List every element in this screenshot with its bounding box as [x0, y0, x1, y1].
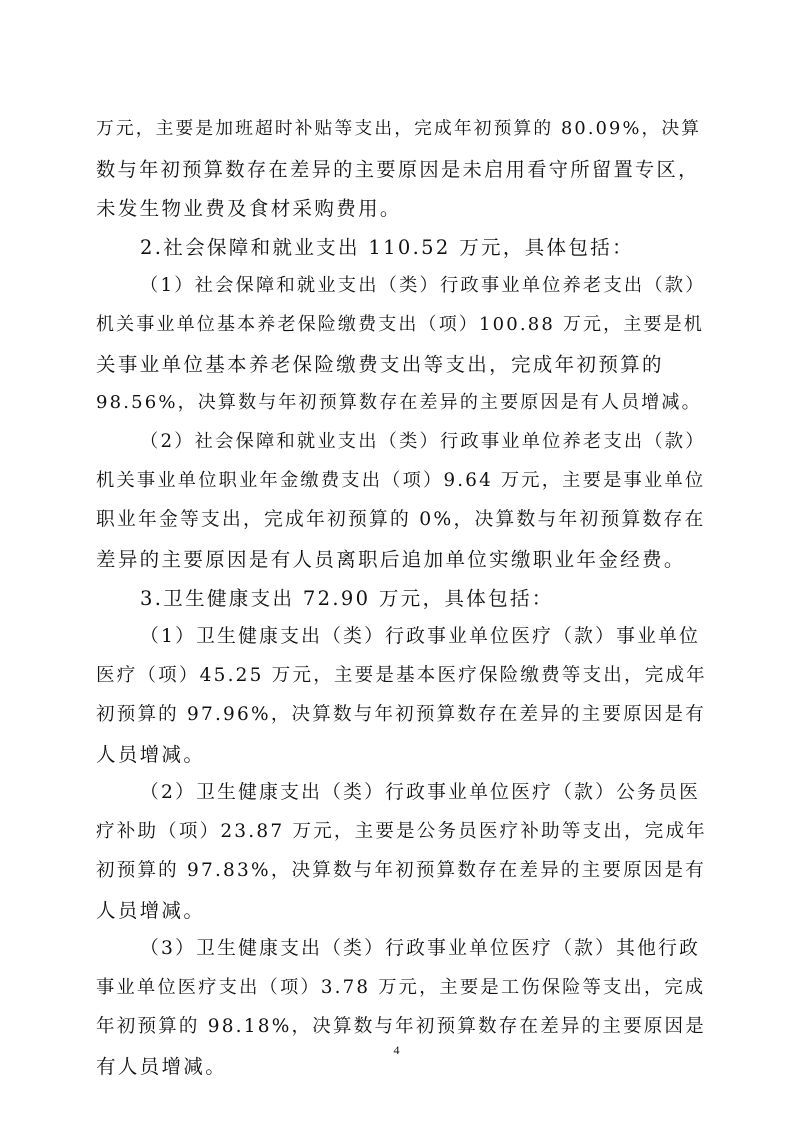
text-line: 机关事业单位基本养老保险缴费支出（项）100.88 万元，主要是机 [96, 314, 704, 335]
text-line: 职业年金等支出，完成年初预算的 0%，决算数与年初预算数存在 [96, 509, 706, 530]
text-line: （1）社会保障和就业支出（类）行政事业单位养老支出（款） [140, 275, 706, 296]
text-line: 未发生物业费及食材采购费用。 [96, 197, 402, 220]
text-line: 年初预算的 98.18%，决算数与年初预算数存在差异的主要原因是 [96, 1016, 706, 1037]
text-line: 初预算的 97.83%，决算数与年初预算数存在差异的主要原因是有 [96, 860, 706, 881]
text-line: 人员增减。 [96, 899, 206, 922]
text-line: （2）卫生健康支出（类）行政事业单位医疗（款）公务员医 [140, 782, 701, 803]
text-line: （2）社会保障和就业支出（类）行政事业单位养老支出（款） [140, 431, 706, 452]
page-number: 4 [393, 1043, 400, 1057]
text-line: 有人员增减。 [96, 1055, 228, 1078]
text-line: 98.56%，决算数与年初预算数存在差异的主要原因是有人员增减。 [96, 392, 702, 413]
text-line: 关事业单位基本养老保险缴费支出等支出，完成年初预算的 [96, 353, 664, 376]
text-line: 事业单位医疗支出（项）3.78 万元，主要是工伤保险等支出，完成 [96, 977, 706, 998]
text-line: 初预算的 97.96%，决算数与年初预算数存在差异的主要原因是有 [96, 704, 706, 725]
text-line: （1）卫生健康支出（类）行政事业单位医疗（款）事业单位 [140, 626, 701, 647]
text-line: 万元，主要是加班超时补贴等支出，完成年初预算的 80.09%，决算 [96, 119, 702, 139]
text-line: 差异的主要原因是有人员离职后追加单位实缴职业年金经费。 [96, 548, 686, 571]
text-line: 机关事业单位职业年金缴费支出（项）9.64 万元，主要是事业单位 [96, 470, 706, 491]
text-line: 数与年初预算数存在差异的主要原因是未启用看守所留置专区， [96, 158, 700, 181]
text-line: （3）卫生健康支出（类）行政事业单位医疗（款）其他行政 [140, 938, 701, 959]
text-line: 疗补助（项）23.87 万元，主要是公务员医疗补助等支出，完成年 [96, 821, 707, 842]
section-heading: 2.社会保障和就业支出 110.52 万元，具体包括： [140, 236, 634, 259]
text-line: 人员增减。 [96, 743, 206, 766]
section-heading: 3.卫生健康支出 72.90 万元，具体包括： [140, 587, 554, 610]
text-line: 医疗（项）45.25 万元，主要是基本医疗保险缴费等支出，完成年 [96, 665, 707, 686]
